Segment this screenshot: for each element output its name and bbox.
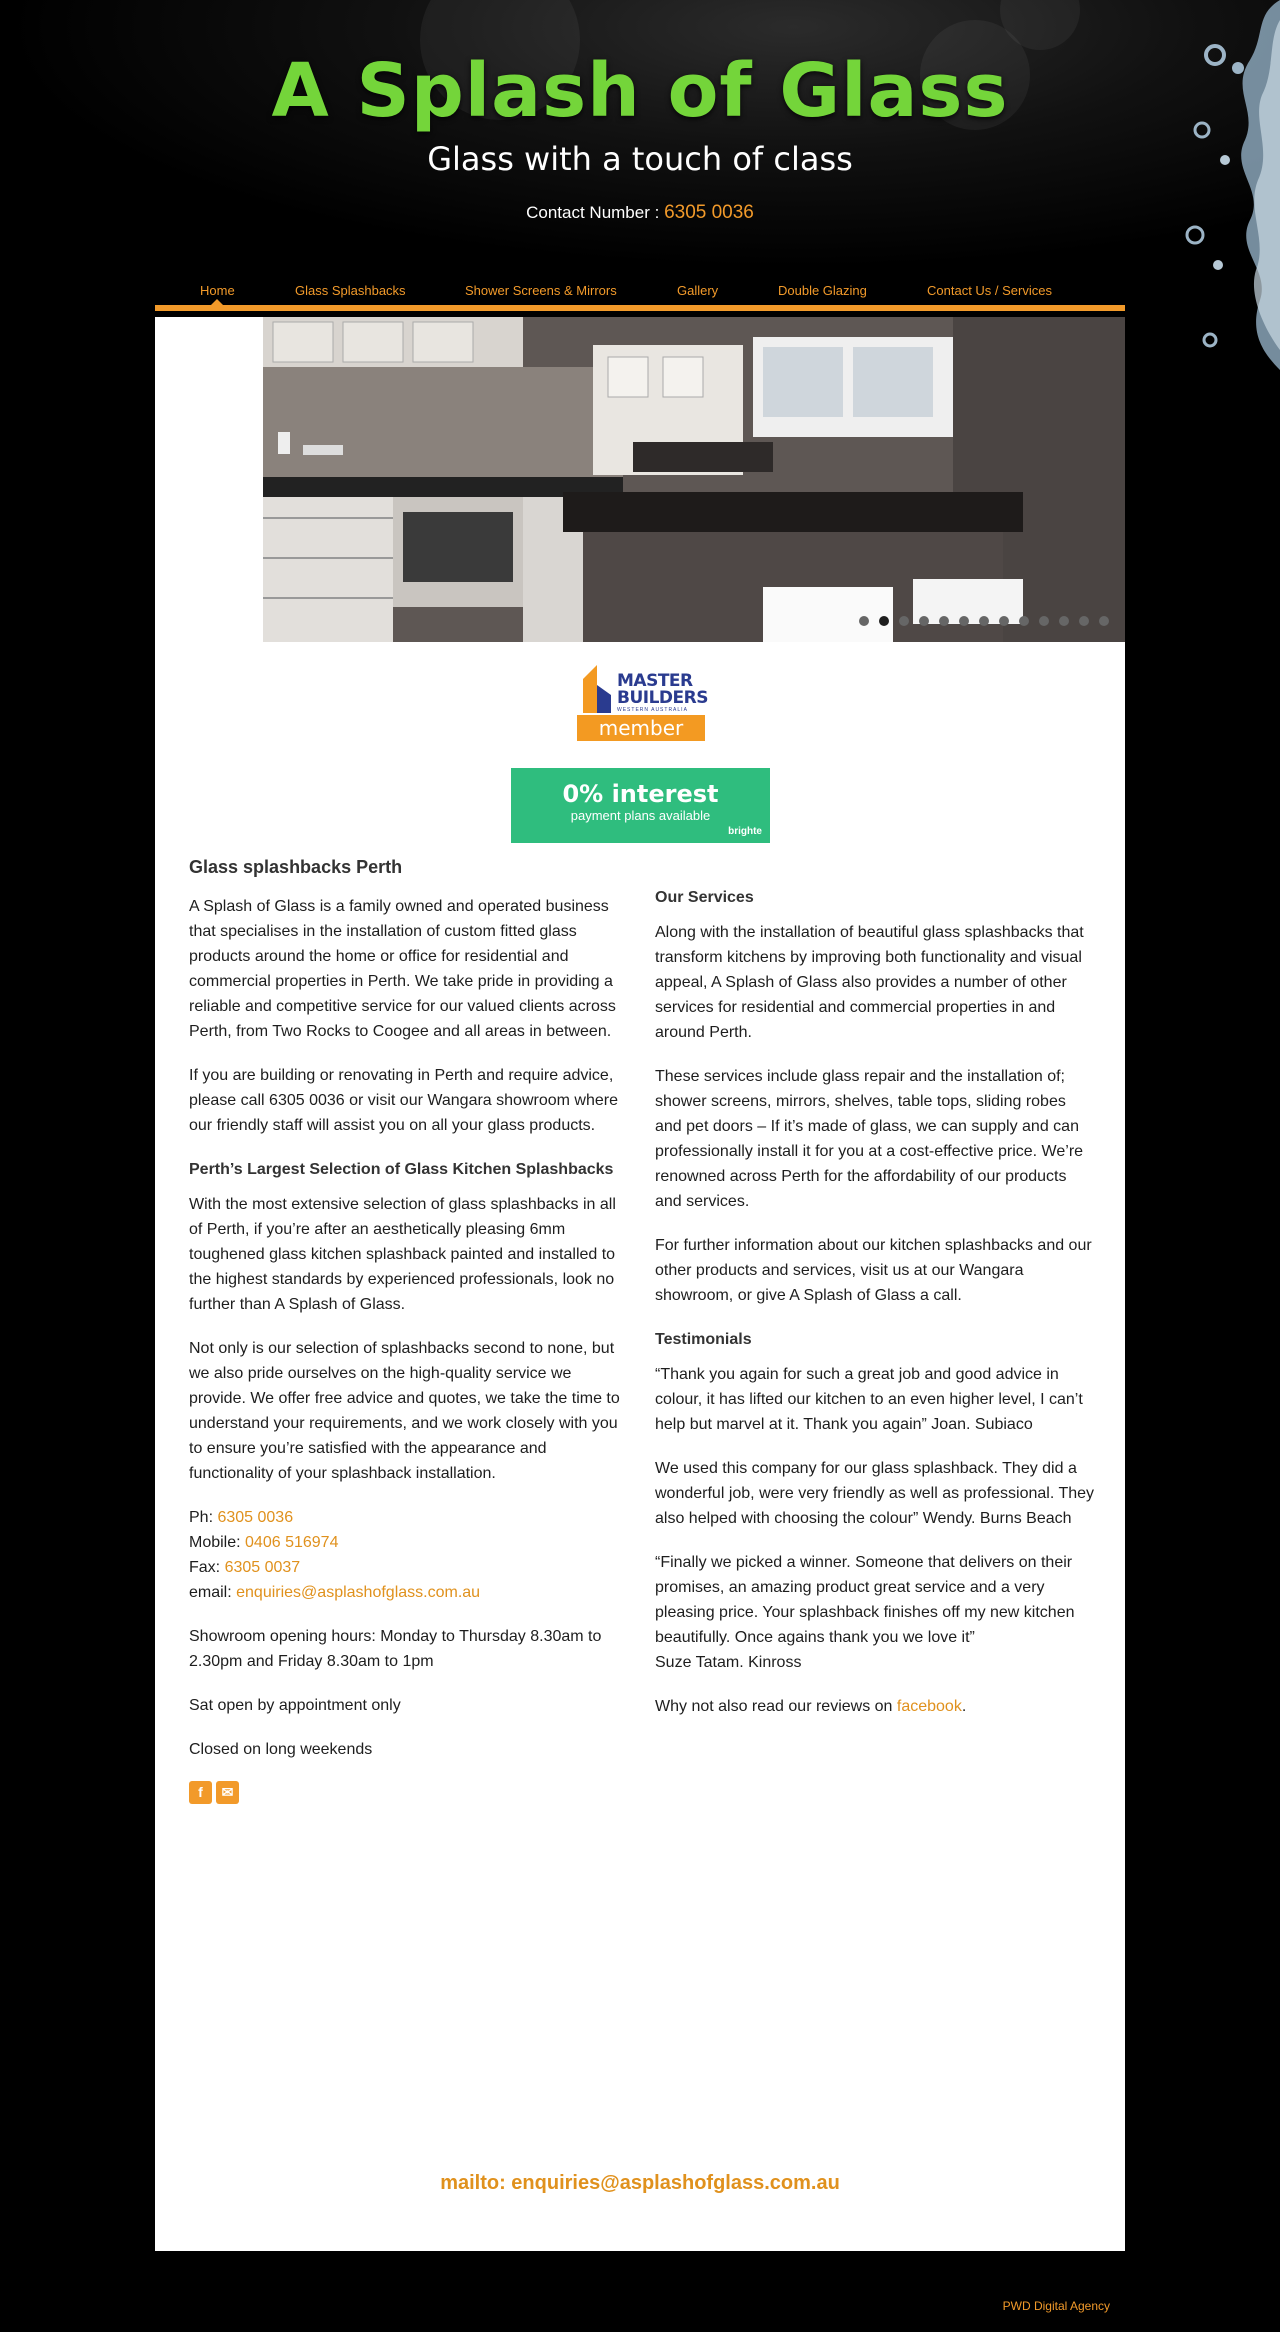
master-builders-emblem-icon [581,665,613,713]
services-paragraph-2: These services include glass repair and the installation of; shower screens, mirrors, shelves, table tops, sliding robes and pet doors – If it’s made of glass, we can supply and can professionally install it for you at a cost-effective price. We’re renowned across Perth for the affordability of our products and services. [655,1068,1084,1210]
right-column [655,885,1095,1738]
mailto-link[interactable]: mailto: enquiries@asplashofglass.com.au [440,2172,840,2194]
footer-credit-link[interactable]: PWD Digital Agency [1002,2299,1110,2313]
services-paragraph-1: Along with the installation of beautiful glass splashbacks that transform kitchens by improving both functionality and visual appeal, A Splash of Glass also provides a number of other services for residential and commercial properties in and around Perth. [655,924,1084,1041]
nav-item-home[interactable]: Home [200,283,235,298]
social-buttons [189,1781,629,1805]
kitchen-illustration [263,317,1125,642]
nav-item-shower-screens[interactable]: Shower Screens & Mirrors [465,283,617,298]
interest-subtext: payment plans available [570,808,711,823]
selection-heading: Perth’s Largest Selection of Glass Kitchen Splashbacks [189,1161,614,1178]
image-slider[interactable] [155,317,1125,642]
brighte-logo: brighte [728,826,762,837]
intro-paragraph: A Splash of Glass is a family owned and operated business that specialises in the installation of custom fitted glass products around the home or office for residential and commercial properties in Perth. We take pride in providing a reliable and competitive service for our valued clients across Perth, from Two Rocks to Coogee and all areas in between. [189,898,616,1040]
slider-dot[interactable] [979,616,989,626]
testimonial-2: We used this company for our glass splashback. They did a wonderful job, were very friendly as well as professional. They also helped with choosing the colour” Wendy. Burns Beach [655,1460,1095,1527]
fax-link[interactable]: 6305 0037 [224,1559,301,1576]
kitchen-slide-image [263,317,1125,642]
testimonial-1: “Thank you again for such a great job and good advice in colour, it has lifted our kitchen to an even higher level, I can’t help but marvel at it. Thank you again” Joan. Subiaco [655,1366,1083,1433]
email-icon[interactable]: ✉ [216,1781,239,1804]
facebook-icon[interactable]: f [189,1781,212,1804]
left-column [189,855,629,1805]
slider-dot[interactable] [1099,616,1109,626]
slider-dot[interactable] [919,616,929,626]
service-paragraph: Not only is our selection of splashbacks second to none, but we also pride ourselves on the high-quality service we provide. We offer free advice and quotes, we take the time to understand your requirements, and we work closely with you to ensure you’re satisfied with the appearance and functionality of your splashback installation. [189,1340,620,1482]
opening-hours: Showroom opening hours: Monday to Thursday 8.30am to 2.30pm and Friday 8.30am to 1pm [189,1628,602,1670]
testimonial-3-author: Suze Tatam. Kinross [655,1654,802,1671]
mobile-link[interactable]: 0406 516974 [245,1534,339,1551]
saturday-hours: Sat open by appointment only [189,1697,401,1714]
facebook-reviews-link[interactable]: facebook [896,1698,962,1715]
closed-notice: Closed on long weekends [189,1741,373,1758]
nav-item-double-glazing[interactable]: Double Glazing [778,283,867,298]
member-label: member [577,715,705,741]
contact-details: Ph: 6305 0036 Mobile: 0406 516974 Fax: 6305 0037 email: enquiries@asplashofglass.com.au [189,1509,481,1601]
nav-item-glass-splashbacks[interactable]: Glass Splashbacks [295,283,406,298]
reviews-line: Why not also read our reviews on facebook. [655,1698,967,1715]
phone-link[interactable]: 6305 0036 [217,1509,294,1526]
slider-dot[interactable] [1079,616,1089,626]
site-header [0,0,1280,270]
selection-paragraph: With the most extensive selection of glass splashbacks in all of Perth, if you’re after an aesthetically pleasing 6mm toughened glass kitchen splashback painted and installed to the highest standards by experienced professionals, look no further than A Splash of Glass. [189,1196,616,1313]
page-heading: Glass splashbacks Perth [189,857,403,877]
interest-banner[interactable] [511,768,770,843]
email-link[interactable]: enquiries@asplashofglass.com.au [236,1584,481,1601]
slider-dot[interactable] [1059,616,1069,626]
water-splash-decoration [1140,0,1280,370]
master-builders-logo[interactable] [577,663,708,741]
slider-dot[interactable] [959,616,969,626]
nav-active-indicator [211,299,223,305]
header-contact [0,202,1280,224]
slider-dot[interactable] [1019,616,1029,626]
slider-dot[interactable] [999,616,1009,626]
main-nav [155,271,1125,311]
advice-paragraph: If you are building or renovating in Perth and require advice, please call 6305 0036 or visit our Wangara showroom where our friendly staff will assist you on all your glass products. [189,1067,618,1134]
master-builders-region: WESTERN AUSTRALIA [617,707,688,713]
site-title[interactable]: A Splash of Glass [271,48,1009,134]
nav-item-contact-services[interactable]: Contact Us / Services [927,283,1052,298]
slider-dot[interactable] [1039,616,1049,626]
master-builders-text: MASTER BUILDERS [617,671,708,708]
slider-dot-active[interactable] [879,616,889,626]
interest-headline: 0% interest [562,780,719,808]
nav-item-gallery[interactable]: Gallery [677,283,719,298]
slider-dot[interactable] [859,616,869,626]
content-panel [155,317,1125,2251]
services-heading: Our Services [655,889,754,906]
slider-dots [859,616,1119,628]
slider-dot[interactable] [939,616,949,626]
contact-number-link[interactable]: 6305 0036 [664,202,754,223]
contact-label: Contact Number : [526,203,665,222]
site-tagline: Glass with a touch of class [427,140,853,178]
services-paragraph-3: For further information about our kitchen splashbacks and our other products and services, visit us at our Wangara showroom, or give A Splash of Glass a call. [655,1237,1092,1304]
testimonial-3: “Finally we picked a winner. Someone that delivers on their promises, an amazing product great service and a very pleasing price. Your splashback finishes off my new kitchen beautifully. Once agains thank you we love it” Suze Tatam. Kinross [655,1554,1075,1671]
slider-dot[interactable] [899,616,909,626]
testimonials-heading: Testimonials [655,1331,752,1348]
